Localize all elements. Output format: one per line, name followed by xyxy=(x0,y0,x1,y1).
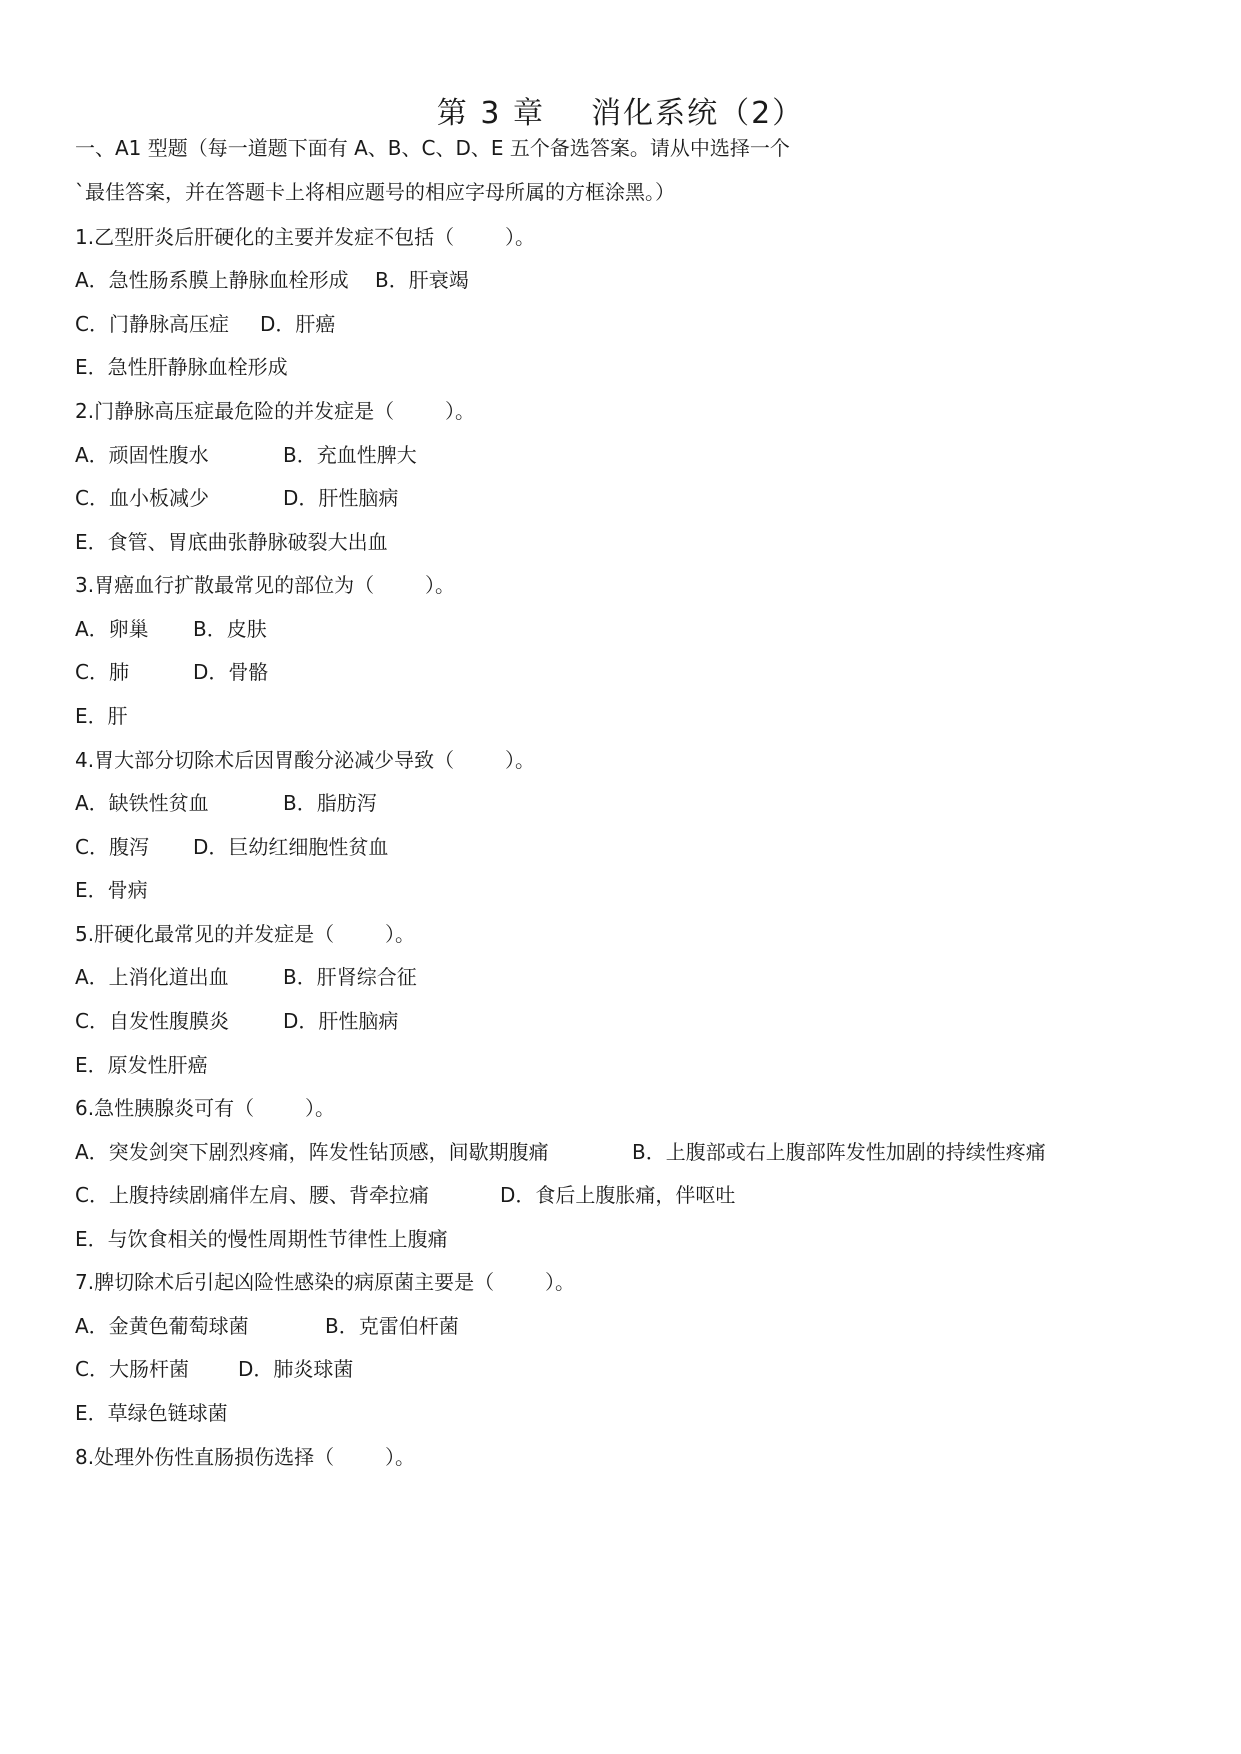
option-b: B．上腹部或右上腹部阵发性加剧的持续性疼痛 xyxy=(632,1140,1046,1164)
question-6-options-ab xyxy=(75,1138,1046,1166)
option-b: B．皮肤 xyxy=(193,617,267,641)
question-1-option-e: E．急性肝静脉血栓形成 xyxy=(75,355,288,379)
option-d: D．肝癌 xyxy=(260,312,336,336)
option-a: A．缺铁性贫血 xyxy=(75,791,209,815)
option-b: B．克雷伯杆菌 xyxy=(325,1314,459,1338)
option-c: C．血小板减少 xyxy=(75,486,209,510)
question-5-stem: 5.肝硬化最常见的并发症是（ ）。 xyxy=(75,922,415,946)
question-5-options-ab xyxy=(75,963,417,991)
option-b: B．肝肾综合征 xyxy=(283,965,417,989)
option-d: D．肺炎球菌 xyxy=(238,1357,354,1381)
question-4-stem: 4.胃大部分切除术后因胃酸分泌减少导致（ ）。 xyxy=(75,748,535,772)
question-7-option-e: E．草绿色链球菌 xyxy=(75,1401,228,1425)
question-6-stem: 6.急性胰腺炎可有（ ）。 xyxy=(75,1096,335,1120)
question-4-option-e: E．骨病 xyxy=(75,878,148,902)
option-a: A．突发剑突下剧烈疼痛，阵发性钻顶感，间歇期腹痛 xyxy=(75,1140,549,1164)
question-2-options-ab xyxy=(75,441,417,469)
question-2-options-cd xyxy=(75,484,398,512)
question-7-options-ab xyxy=(75,1312,459,1340)
option-d: D．肝性脑病 xyxy=(283,486,399,510)
option-a: A．卵巢 xyxy=(75,617,149,641)
question-2-option-e: E．食管、胃底曲张静脉破裂大出血 xyxy=(75,530,388,554)
option-a: A．顽固性腹水 xyxy=(75,443,209,467)
option-d: D．骨骼 xyxy=(193,660,269,684)
option-c: C．自发性腹膜炎 xyxy=(75,1009,229,1033)
page-title: 第 3 章 消化系统（2） xyxy=(436,96,805,131)
question-2-stem: 2.门静脉高压症最危险的并发症是（ ）。 xyxy=(75,399,475,423)
option-a: A．金黄色葡萄球菌 xyxy=(75,1314,249,1338)
question-1-stem: 1.乙型肝炎后肝硬化的主要并发症不包括（ ）。 xyxy=(75,225,535,249)
option-c: C．肺 xyxy=(75,660,129,684)
question-3-stem: 3.胃癌血行扩散最常见的部位为（ ）。 xyxy=(75,573,455,597)
section-heading-line-2: `最佳答案，并在答题卡上将相应题号的相应字母所属的方框涂黑。） xyxy=(75,180,675,204)
option-c: C．上腹持续剧痛伴左肩、腰、背牵拉痛 xyxy=(75,1183,429,1207)
question-3-options-cd xyxy=(75,658,268,686)
question-6-options-cd xyxy=(75,1181,735,1209)
question-8-stem: 8.处理外伤性直肠损伤选择（ ）。 xyxy=(75,1445,415,1469)
question-3-option-e: E．肝 xyxy=(75,704,128,728)
option-d: D．巨幼红细胞性贫血 xyxy=(193,835,389,859)
question-1-options-ab xyxy=(75,266,469,294)
question-6-option-e: E．与饮食相关的慢性周期性节律性上腹痛 xyxy=(75,1227,448,1251)
question-7-options-cd xyxy=(75,1355,353,1383)
question-4-options-cd xyxy=(75,833,388,861)
question-1-options-cd xyxy=(75,310,335,338)
option-d: D．食后上腹胀痛，伴呕吐 xyxy=(500,1183,736,1207)
question-5-options-cd xyxy=(75,1007,398,1035)
option-b: B．肝衰竭 xyxy=(375,268,469,292)
question-7-stem: 7.脾切除术后引起凶险性感染的病原菌主要是（ ）。 xyxy=(75,1270,575,1294)
question-4-options-ab xyxy=(75,789,377,817)
option-a: A．上消化道出血 xyxy=(75,965,229,989)
option-c: C．大肠杆菌 xyxy=(75,1357,189,1381)
question-3-options-ab xyxy=(75,615,267,643)
option-b: B．充血性脾大 xyxy=(283,443,417,467)
option-c: C．门静脉高压症 xyxy=(75,312,229,336)
section-heading-line-1: 一、A1 型题（每一道题下面有 A、B、C、D、E 五个备选答案。请从中选择一个 xyxy=(75,136,790,160)
option-d: D．肝性脑病 xyxy=(283,1009,399,1033)
option-a: A．急性肠系膜上静脉血栓形成 xyxy=(75,268,349,292)
option-c: C．腹泻 xyxy=(75,835,149,859)
question-5-option-e: E．原发性肝癌 xyxy=(75,1053,208,1077)
option-b: B．脂肪泻 xyxy=(283,791,377,815)
